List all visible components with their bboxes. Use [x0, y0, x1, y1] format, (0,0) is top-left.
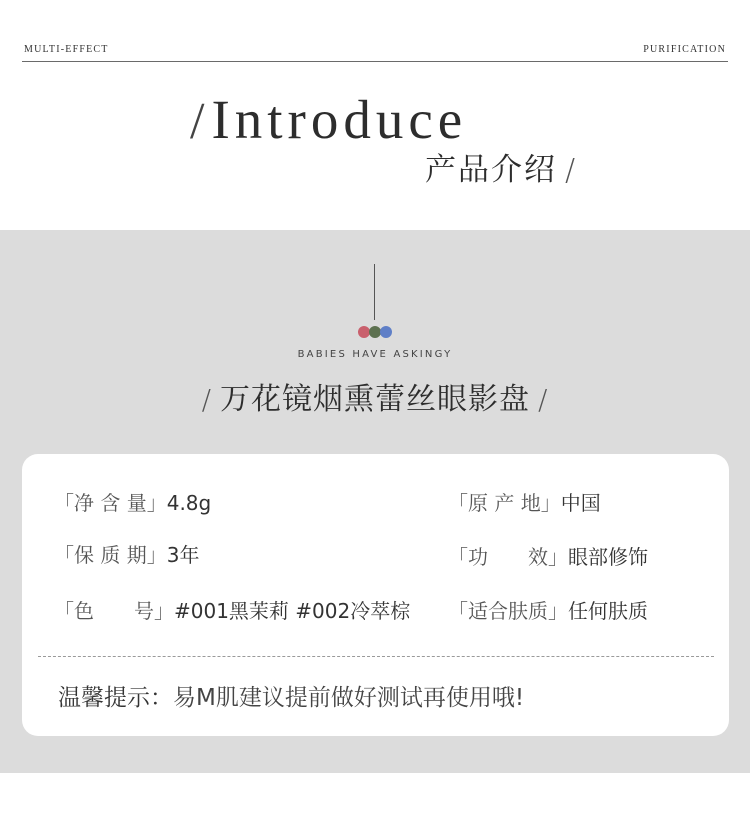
subtitle-slash: /	[565, 153, 578, 188]
dashed-divider	[38, 656, 714, 657]
header-divider	[22, 61, 728, 62]
spec-value: 眼部修饰	[568, 545, 648, 569]
product-slash-left: /	[201, 383, 212, 416]
intro-subtitle-text: 产品介绍	[425, 152, 557, 188]
product-name: 万花镜烟熏蕾丝眼影盘	[220, 382, 530, 417]
spec-label: 「功 效」	[448, 545, 568, 569]
spec-value: #001黑茉莉 #002冷萃棕	[174, 599, 411, 623]
product-slash-right: /	[538, 383, 549, 416]
intro-subtitle	[425, 148, 577, 193]
decorative-vertical-line	[374, 264, 375, 320]
spec-skin-type	[448, 597, 648, 625]
title-slash: /	[190, 93, 210, 150]
blue-dot-icon	[380, 326, 392, 338]
tagline: BABIES HAVE ASKINGY	[297, 349, 453, 360]
purification-label: PURIFICATION	[643, 44, 726, 55]
spec-label: 「色 号」	[54, 599, 174, 623]
product-title	[0, 378, 750, 422]
spec-net-content	[54, 489, 211, 517]
spec-label: 「净 含 量」	[54, 491, 167, 515]
multi-effect-label: MULTI-EFFECT	[24, 44, 109, 55]
spec-shelf-life	[54, 541, 199, 569]
spec-label: 「适合肤质」	[448, 599, 568, 623]
intro-title-text: Introduce	[211, 89, 468, 150]
spec-value: 中国	[560, 491, 601, 515]
tip-text: 易M肌建议提前做好测试再使用哦!	[173, 685, 525, 711]
spec-value: 任何肤质	[568, 599, 648, 623]
spec-value: 4.8g	[166, 491, 212, 515]
tip-label: 温馨提示：	[58, 685, 173, 711]
spec-effect	[448, 543, 648, 571]
warm-tip	[58, 682, 524, 714]
spec-label: 「原 产 地」	[448, 491, 561, 515]
spec-origin	[448, 489, 601, 517]
spec-value: 3年	[166, 543, 200, 567]
spec-shade	[54, 597, 410, 625]
spec-label: 「保 质 期」	[54, 543, 167, 567]
